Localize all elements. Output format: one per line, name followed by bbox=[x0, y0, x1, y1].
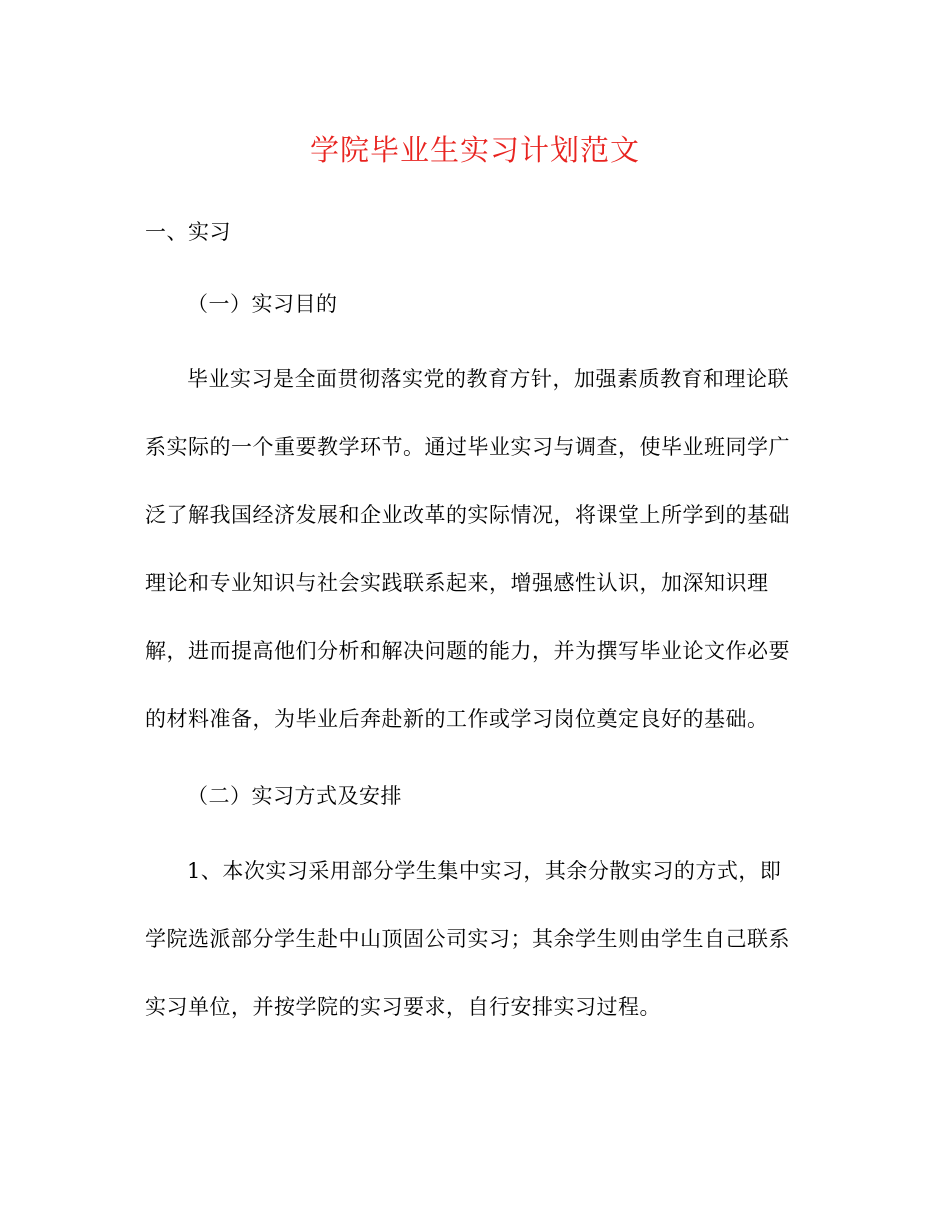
paragraph-line: 泛了解我国经济发展和企业改革的实际情况，将课堂上所学到的基础 bbox=[145, 503, 790, 527]
section-heading-1: 一、实习 bbox=[145, 220, 231, 244]
paragraph-line: 学院选派部分学生赴中山顶固公司实习；其余学生则由学生自己联系 bbox=[145, 927, 790, 951]
document-title: 学院毕业生实习计划范文 bbox=[309, 133, 640, 167]
paragraph-line: 解，进而提高他们分析和解决问题的能力，并为撰写毕业论文作必要 bbox=[145, 639, 790, 663]
subsection-heading-arrangement: （二）实习方式及安排 bbox=[187, 784, 402, 808]
paragraph-line: 毕业实习是全面贯彻落实党的教育方针，加强素质教育和理论联 bbox=[187, 367, 789, 391]
paragraph-line: 理论和专业知识与社会实践联系起来，增强感性认识，加深知识理 bbox=[145, 571, 769, 595]
paragraph-line: 实习单位，并按学院的实习要求，自行安排实习过程。 bbox=[145, 995, 661, 1019]
paragraph-line: 1、本次实习采用部分学生集中实习，其余分散实习的方式，即 bbox=[187, 859, 782, 883]
paragraph-line: 的材料准备，为毕业后奔赴新的工作或学习岗位奠定良好的基础。 bbox=[145, 707, 769, 731]
paragraph-line: 系实际的一个重要教学环节。通过毕业实习与调查，使毕业班同学广 bbox=[145, 435, 790, 459]
subsection-heading-purpose: （一）实习目的 bbox=[187, 292, 338, 316]
